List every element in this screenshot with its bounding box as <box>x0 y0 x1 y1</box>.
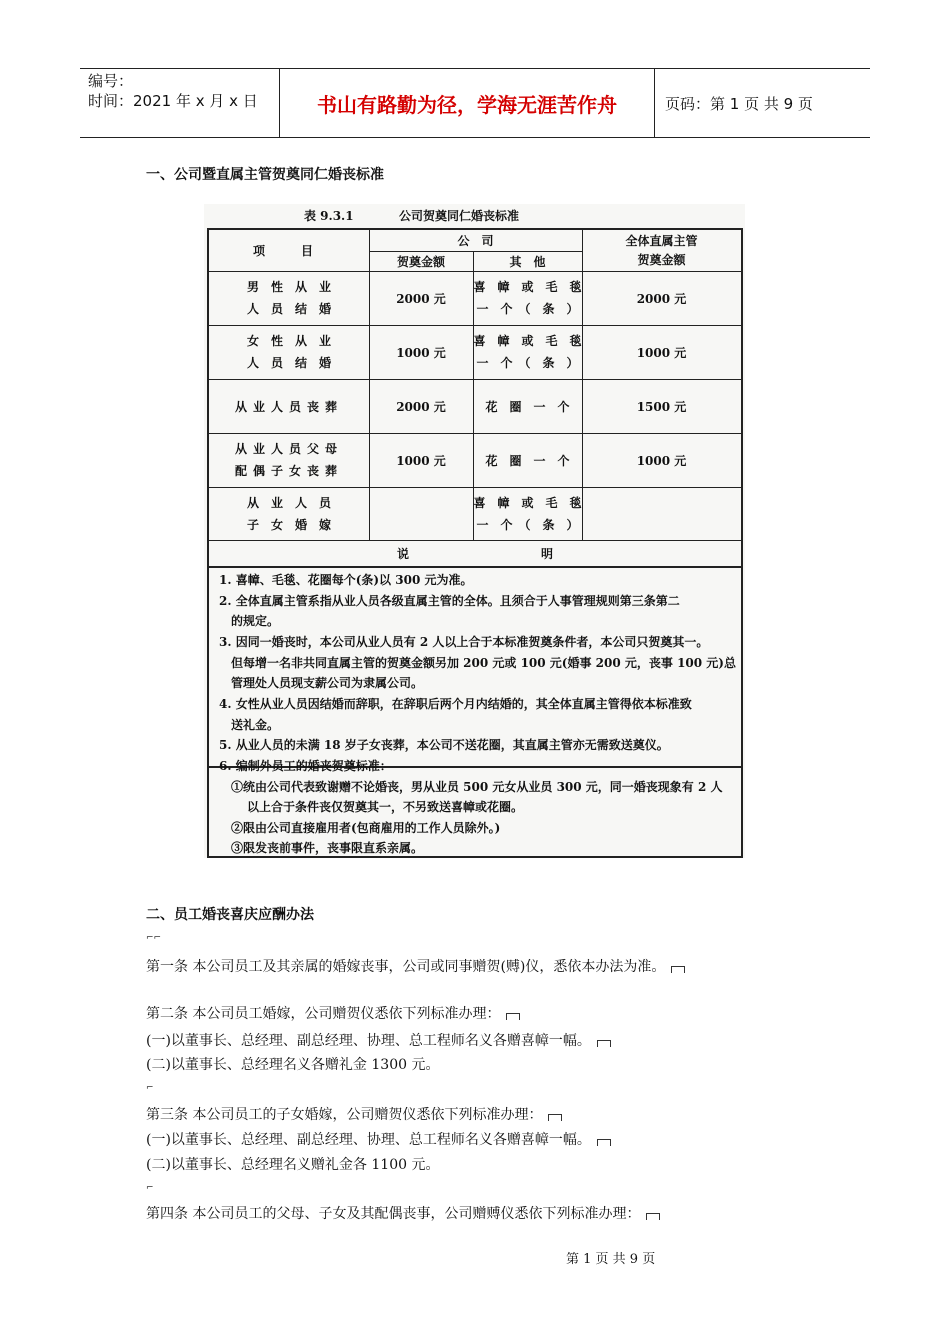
paragraph-mark-icon: ⌐ <box>146 1183 154 1193</box>
article-text: 第二条 本公司员工婚嫁，公司赠贺仪悉依下列标准办理： <box>146 1006 501 1022</box>
paragraph-mark-icon: ⌐⌐ <box>146 933 162 943</box>
section1-title: 一、公司暨直属主管贺奠同仁婚丧标准 <box>146 167 384 183</box>
article-3 <box>146 1104 562 1124</box>
row-amount: 2000 元 <box>396 399 446 414</box>
note-line: 4. 女性从业人员因结婚而辞职，在辞职后两个月内结婚的，其全体直属主管得依本标准致 <box>219 697 692 711</box>
table-row <box>209 433 369 487</box>
page-footer: 第 1 页 共 9 页 <box>566 1252 656 1267</box>
article-3-item-1 <box>146 1129 611 1149</box>
paragraph-mark-icon: ⌐ <box>146 1083 154 1093</box>
row-manager: 1000 元 <box>636 453 687 468</box>
scanned-table <box>204 204 745 858</box>
col-manager-line1: 全体直属主管 <box>625 233 698 248</box>
number-label: 编号： <box>88 72 134 90</box>
row-other-line: 喜 幛 或 毛 毯 <box>473 334 582 348</box>
article-3-item-2: (二)以董事长、总经理名义赠礼金各 1100 元。 <box>146 1157 440 1173</box>
table-caption <box>204 204 745 226</box>
header-page-label: 页码：第 1 页 共 9 页 <box>665 94 813 113</box>
article-2-item-1 <box>146 1030 611 1050</box>
article-text: 第四条 本公司员工的父母、子女及其配偶丧事，公司赠赙仪悉依下列标准办理： <box>146 1206 641 1222</box>
page-header <box>80 68 870 138</box>
col-amount-header: 贺奠金额 <box>396 254 445 269</box>
row-other: 花 圈 一 个 <box>485 399 570 414</box>
col-company-header: 公 司 <box>457 234 494 248</box>
table-number: 表 9.3.1 <box>304 209 354 223</box>
row-other-line: 一 个 （ 条 ） <box>476 517 579 532</box>
article-2-item-2: (二)以董事长、总经理名义各赠礼金 1300 元。 <box>146 1057 440 1073</box>
note-line: ③限发丧前事件，丧事限直系亲属。 <box>231 841 424 855</box>
article-1 <box>146 956 685 976</box>
explain-heading: 说 明 <box>396 546 553 561</box>
row-item: 人 员 结 婚 <box>246 356 331 370</box>
article-4 <box>146 1203 660 1223</box>
note-line: 的规定。 <box>231 614 280 628</box>
row-item: 人 员 结 婚 <box>246 302 331 316</box>
note-line: ②限由公司直接雇用者(包商雇用的工作人员除外。) <box>231 821 501 835</box>
row-item: 男 性 从 业 <box>246 280 331 294</box>
row-amount: 1000 元 <box>396 345 446 360</box>
row-manager: 2000 元 <box>636 291 687 306</box>
col-other-header: 其 他 <box>509 254 546 269</box>
row-other <box>473 487 582 540</box>
note-line: 2. 全体直属主管系指从业人员各级直属主管的全体。且须合于人事管理规则第三条第二 <box>219 594 680 608</box>
note-line: 以上合于条件丧仅贺奠其一，不另致送喜幛或花圈。 <box>247 800 524 814</box>
col-manager-header <box>582 230 741 271</box>
article-text: (一)以董事长、总经理、副总经理、协理、总工程师名义各赠喜幛一幅。 <box>146 1132 591 1148</box>
table-notes <box>207 566 743 858</box>
row-other: 花 圈 一 个 <box>485 453 570 468</box>
row-amount: 2000 元 <box>396 291 446 306</box>
line-break-icon <box>597 1040 611 1047</box>
row-other <box>473 325 582 379</box>
table-row <box>209 271 369 325</box>
header-motto: 书山有路勤为径，学海无涯苦作舟 <box>280 69 655 137</box>
row-item: 从 业 人 员 <box>246 495 331 510</box>
line-break-icon <box>597 1139 611 1146</box>
note-line: 但每增一名非共同直属主管的贺奠金额另加 200 元或 100 元(婚事 200 元，丧事 100 元)总 <box>231 656 736 670</box>
col-manager-line2: 贺奠金额 <box>637 252 686 267</box>
note-line: 5. 从业人员的未满 18 岁子女丧葬，本公司不送花圈，其直属主管亦无需致送奠仪。 <box>219 738 669 752</box>
row-other <box>473 271 582 325</box>
row-manager: 1500 元 <box>636 399 687 414</box>
article-2 <box>146 1003 520 1023</box>
article-text: 第一条 本公司员工及其亲属的婚嫁丧事，公司或同事赠贺(赙)仪，悉依本办法为准。 <box>146 959 666 975</box>
row-item: 子 女 婚 嫁 <box>246 517 331 532</box>
note-line: ①统由公司代表致谢赠不论婚丧，男从业员 500 元女从业员 300 元，同一婚丧现象有 2 人 <box>231 780 723 794</box>
section2-title: 二、员工婚丧喜庆应酬办法 <box>146 907 314 923</box>
note-line: 管理处人员现支薪公司为隶属公司。 <box>231 676 424 690</box>
note-line: 6. 编制外员工的婚丧贺奠标准： <box>219 759 392 773</box>
line-break-icon <box>506 1013 520 1020</box>
note-line: 3. 因同一婚丧时，本公司从业人员有 2 人以上合于本标准贺奠条件者，本公司只贺奠其一。 <box>219 635 709 649</box>
table-title: 公司贺奠同仁婚丧标准 <box>399 209 520 223</box>
row-amount <box>369 487 473 540</box>
line-break-icon <box>646 1213 660 1220</box>
row-other-line: 喜 幛 或 毛 毯 <box>473 280 582 294</box>
note-line: 1. 喜幛、毛毯、花圈每个(条)以 300 元为准。 <box>219 573 473 587</box>
row-item: 配偶子女丧葬 <box>234 464 343 478</box>
table-row <box>209 487 369 540</box>
line-break-icon <box>671 966 685 973</box>
header-meta <box>80 69 280 137</box>
row-other-line: 喜 幛 或 毛 毯 <box>473 495 582 510</box>
row-other-line: 一 个 （ 条 ） <box>476 356 579 370</box>
table-row <box>209 325 369 379</box>
row-other-line: 一 个 （ 条 ） <box>476 302 579 316</box>
col-item-header: 项 目 <box>252 244 325 258</box>
row-amount: 1000 元 <box>396 453 446 468</box>
row-item: 从业人员父母 <box>234 442 343 456</box>
row-manager: 1000 元 <box>636 345 687 360</box>
row-manager <box>582 487 741 540</box>
row-item: 女 性 从 业 <box>246 334 331 348</box>
note-line: 送礼金。 <box>231 718 280 732</box>
row-item: 从业人员丧葬 <box>234 399 343 414</box>
article-text: (一)以董事长、总经理、副总经理、协理、总工程师名义各赠喜幛一幅。 <box>146 1033 591 1049</box>
article-text: 第三条 本公司员工的子女婚嫁，公司赠贺仪悉依下列标准办理： <box>146 1107 543 1123</box>
line-break-icon <box>548 1114 562 1121</box>
time-label: 时间：2021 年 x 月 x 日 <box>88 92 258 110</box>
